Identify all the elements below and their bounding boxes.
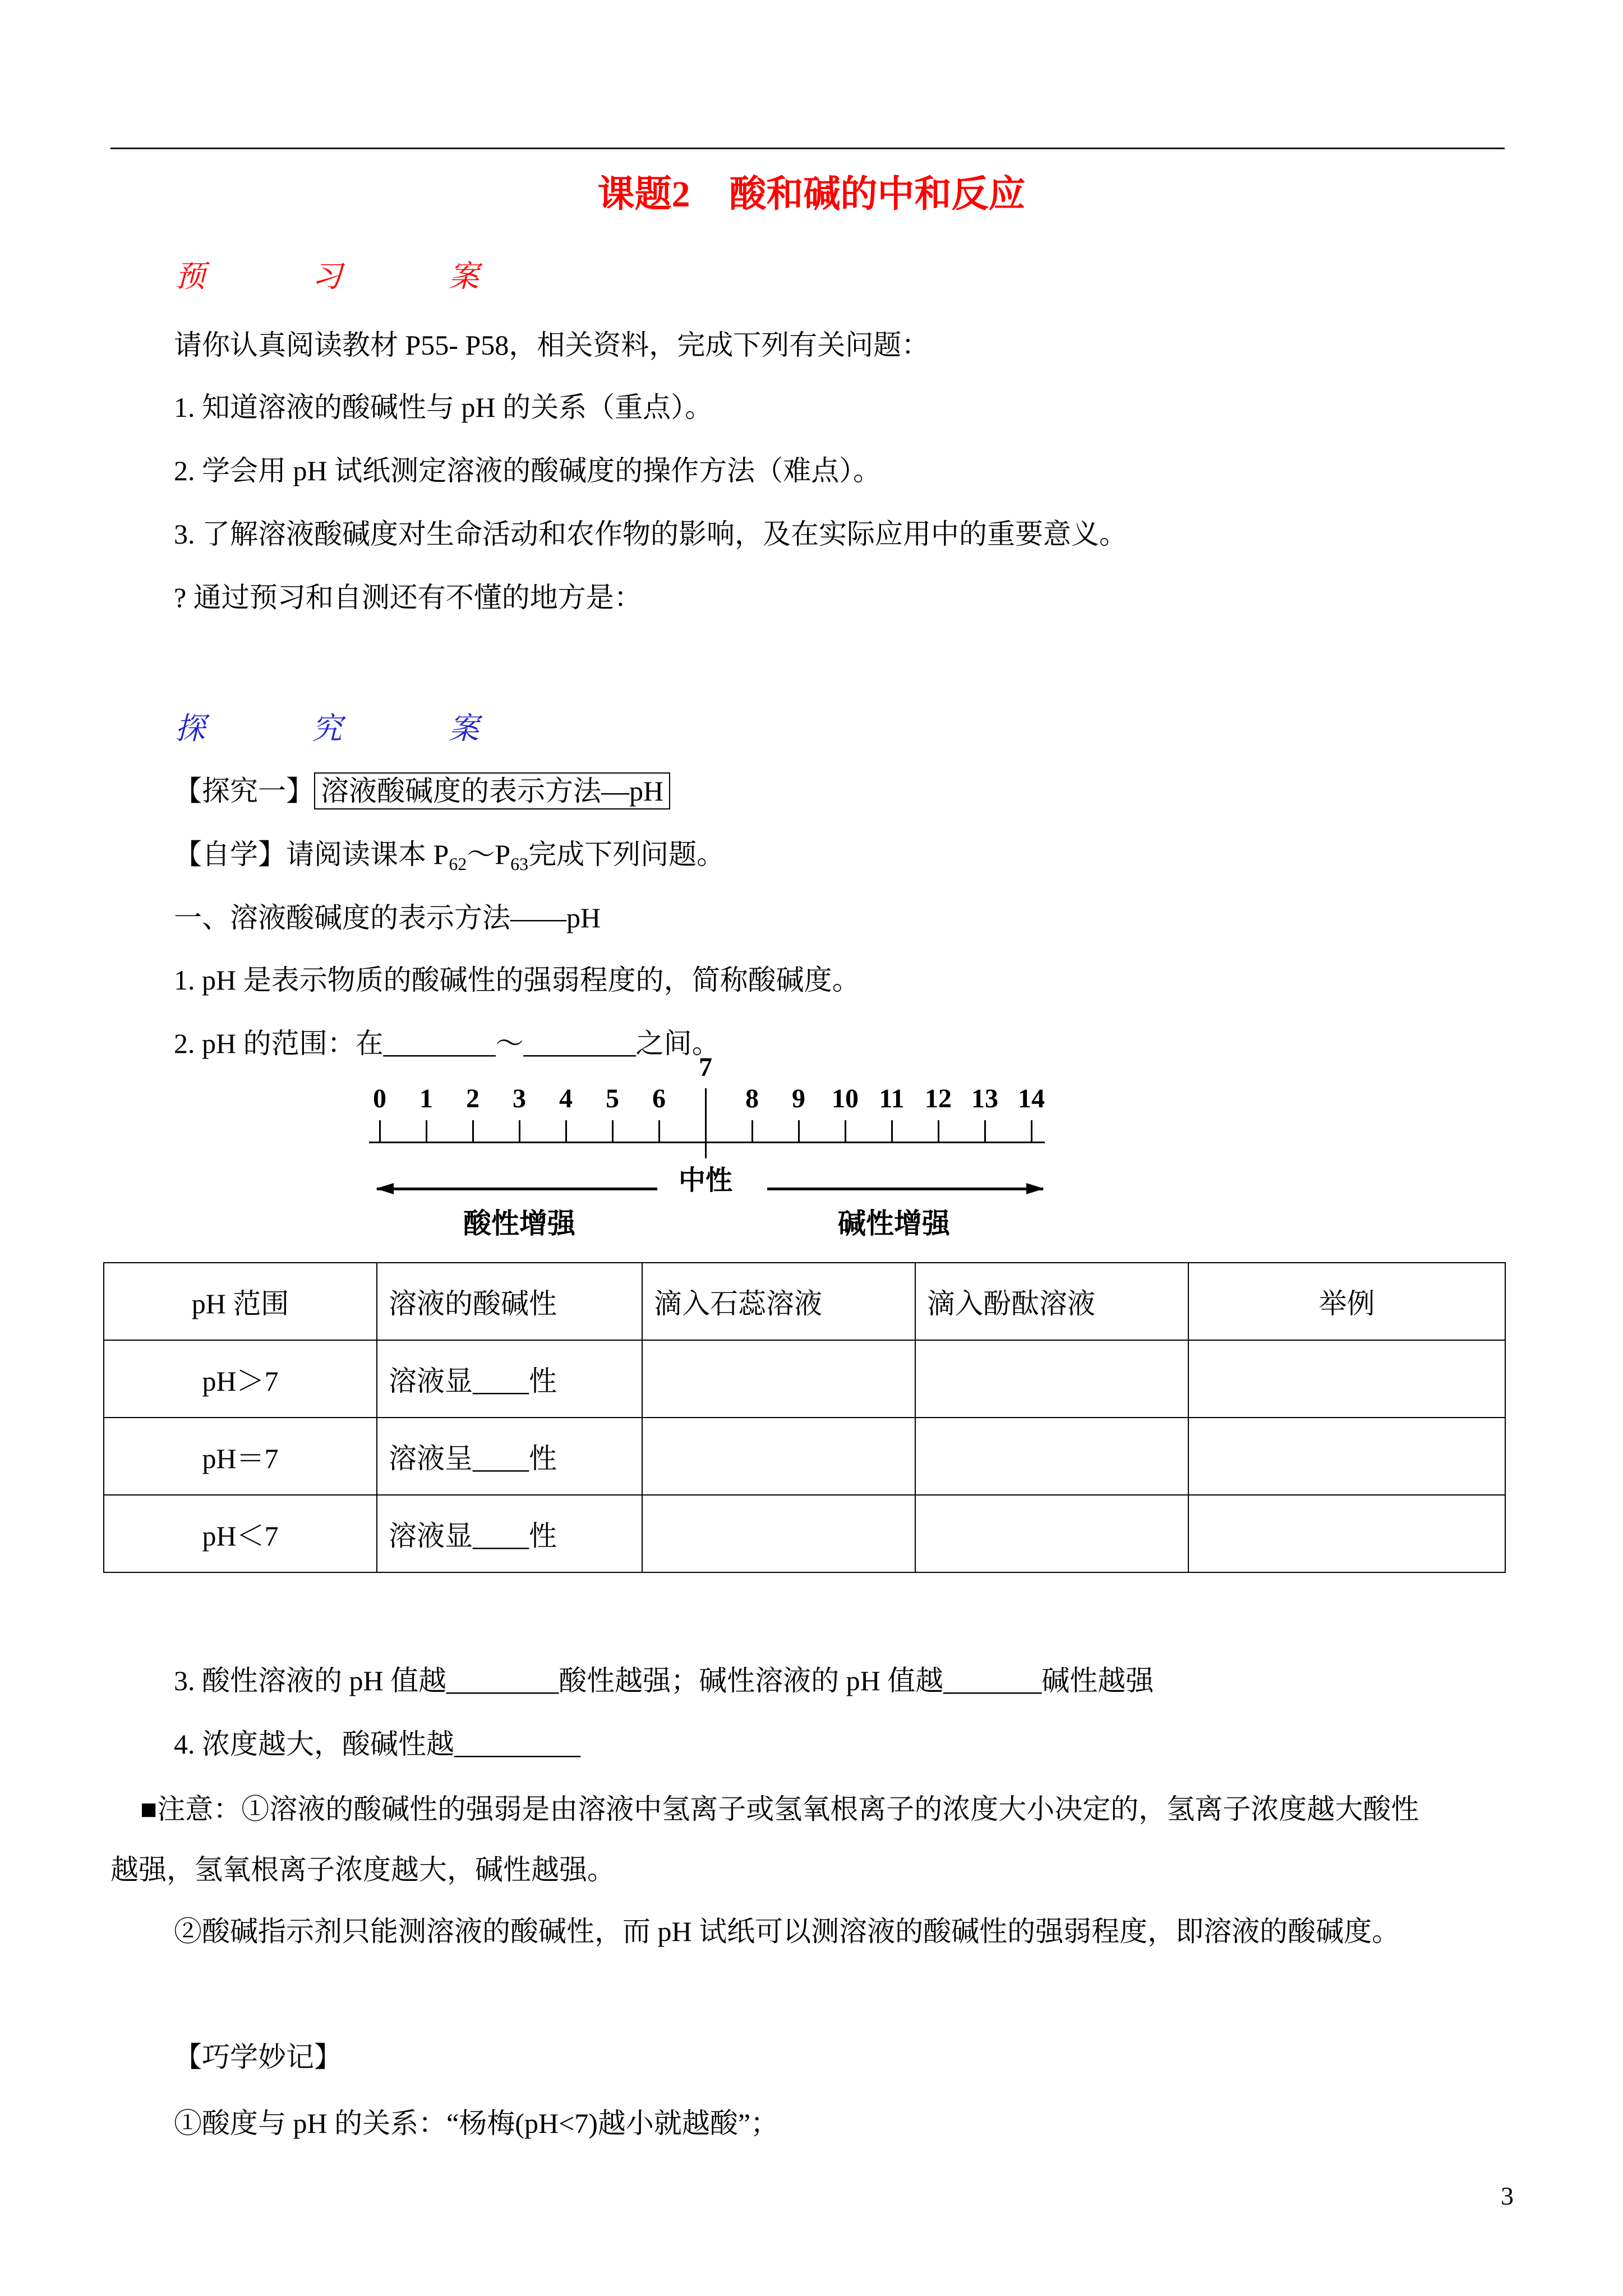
selfstudy-mid: ～P [467,839,511,870]
cell-ph-range: pH＞7 [104,1340,377,1418]
neutral-label: 中性 [675,1158,736,1197]
cell-ph-range: pH＜7 [104,1495,377,1572]
ph-number-6: 6 [652,1084,666,1114]
page-title-name: 酸和碱的中和反应 [729,174,1026,215]
alkalinity-increase-label: 碱性增强 [838,1208,950,1239]
cell-example [1188,1418,1505,1495]
header-phenolphthalein: 滴入酚酞溶液 [915,1263,1188,1340]
acidity-increase-label: 酸性增强 [463,1208,575,1239]
ph-number-11: 11 [879,1084,905,1114]
table-row [104,1418,1505,1495]
cell-litmus [642,1495,915,1572]
cell-litmus [642,1418,915,1495]
point-2: 2. pH 的范围：在________～________之间。 [174,1028,720,1059]
explore1-line [174,774,670,809]
ph-tick [519,1120,520,1142]
ph-number-9: 9 [792,1084,805,1114]
ph-number-1: 1 [419,1084,433,1114]
point-1: 1. pH 是表示物质的酸碱性的强弱程度的，简称酸碱度。 [174,964,860,996]
mnemonic-item-1: ①酸度与 pH 的关系：“杨梅(pH<7)越小就越酸”； [174,2108,779,2139]
ph-tick [1031,1120,1032,1142]
note-line-1: ■注意：①溶液的酸碱性的强弱是由溶液中氢离子或氢氧根离子的浓度大小决定的，氢离子浓度越大酸性 [140,1793,1419,1825]
ph-table [103,1262,1506,1573]
alkalinity-direction-arrow [767,1188,1043,1190]
table-row [104,1340,1505,1418]
cell-solution-nature: 溶液显____性 [377,1495,642,1572]
cell-solution-nature: 溶液呈____性 [377,1418,642,1495]
cell-phenolphthalein [915,1340,1188,1418]
preview-item-3: 3. 了解溶液酸碱度对生命活动和农作物的影响，及在实际应用中的重要意义。 [174,518,1127,550]
cell-solution-nature: 溶液显____性 [377,1340,642,1418]
header-ph-range: pH 范围 [104,1263,377,1340]
preview-item-1: 1. 知道溶液的酸碱性与 pH 的关系（重点）。 [174,392,713,423]
cell-phenolphthalein [915,1495,1188,1572]
page-title [0,164,1623,217]
cell-example [1188,1340,1505,1418]
subsection-title: 一、溶液酸碱度的表示方法——pH [174,902,601,933]
explore1-label: 【探究一】 [174,775,314,807]
ph-number-0: 0 [373,1084,386,1114]
explore1-boxed-title: 溶液酸碱度的表示方法—pH [314,772,670,809]
preview-item-4: ? 通过预习和自测还有不懂的地方是： [174,582,642,613]
ph-number-2: 2 [466,1084,479,1114]
selfstudy-page-sub1: 62 [449,854,467,874]
acidity-direction-arrow [377,1188,657,1190]
ph-number-4: 4 [559,1084,573,1114]
ph-axis-line [369,1142,1045,1143]
ph-number-3: 3 [513,1084,526,1114]
ph-table-grid [103,1262,1506,1573]
ph-number-14: 14 [1018,1084,1045,1114]
page-number: 3 [1501,2182,1514,2210]
point-3: 3. 酸性溶液的 pH 值越________酸性越强；碱性溶液的 pH 值越_______碱性越强 [174,1665,1154,1696]
ph-tick [891,1120,893,1142]
table-row [104,1495,1505,1572]
ph-tick [984,1120,986,1142]
ph-tick [845,1120,846,1142]
ph-number-12: 12 [925,1084,952,1114]
table-header-row [104,1263,1505,1340]
ph-tick [658,1120,660,1142]
ph-number-13: 13 [971,1084,998,1114]
selfstudy-prefix: 【自学】请阅读课本 P [174,839,449,870]
ph-tick [938,1120,939,1142]
ph-number-7: 7 [699,1052,712,1082]
ph-tick [472,1120,474,1142]
mnemonic-heading: 【巧学妙记】 [174,2041,342,2073]
explore-section-heading: 探究案 [175,712,585,746]
ph-tick [751,1120,753,1142]
header-litmus: 滴入石蕊溶液 [642,1263,915,1340]
selfstudy-line [174,837,725,875]
page-title-topic: 课题2 [597,174,690,215]
ph-tick [426,1120,427,1142]
cell-litmus [642,1340,915,1418]
ph-scale-diagram [366,1052,1048,1243]
header-rule [110,148,1505,149]
preview-section-heading: 预习案 [175,260,585,293]
cell-example [1188,1495,1505,1572]
preview-intro: 请你认真阅读教材 P55- P58，相关资料，完成下列有关问题： [174,329,930,361]
cell-ph-range: pH＝7 [104,1418,377,1495]
header-example: 举例 [1188,1263,1505,1340]
point-4: 4. 浓度越大，酸碱性越_________ [174,1728,580,1760]
ph-number-8: 8 [745,1084,759,1114]
preview-item-2: 2. 学会用 pH 试纸测定溶液的酸碱度的操作方法（难点）。 [174,455,882,486]
ph-tick [798,1120,800,1142]
selfstudy-page-sub2: 63 [510,854,529,874]
ph-number-5: 5 [606,1084,619,1114]
selfstudy-suffix: 完成下列问题。 [528,839,725,870]
ph-tick [565,1120,567,1142]
ph-tick [612,1120,614,1142]
ph-tick-neutral [705,1088,707,1161]
note-2: ②酸碱指示剂只能测溶液的酸碱性，而 pH 试纸可以测溶液的酸碱性的强弱程度，即溶液的酸碱度。 [174,1916,1400,1947]
header-solution-nature: 溶液的酸碱性 [377,1263,642,1340]
ph-tick [379,1120,381,1142]
ph-number-10: 10 [832,1084,859,1114]
note-line-2: 越强，氢氧根离子浓度越大，碱性越强。 [110,1854,615,1885]
cell-phenolphthalein [915,1418,1188,1495]
